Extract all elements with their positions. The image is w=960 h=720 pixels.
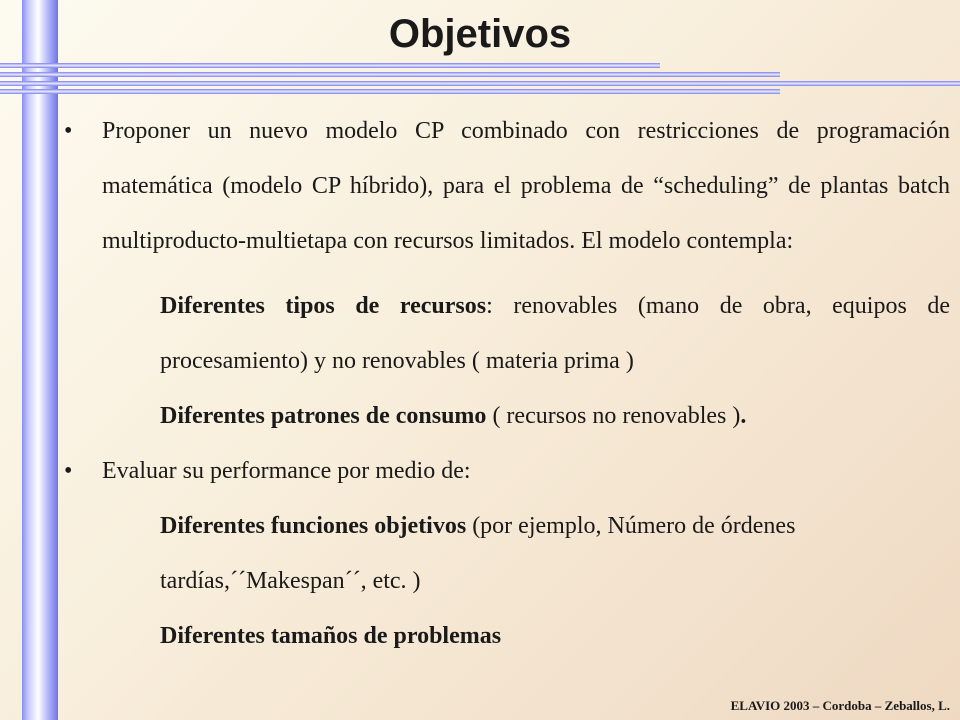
subitem-consumption-period: .	[740, 403, 747, 429]
subitem-consumption	[64, 389, 950, 444]
subitem-resources	[64, 279, 950, 389]
decorative-horizontal-bar-1	[0, 63, 660, 68]
subitem-consumption-bold: Diferentes patrones de consumo	[160, 403, 487, 429]
decorative-vertical-bar	[22, 0, 58, 720]
subitem-sizes-bold: Diferentes tamaños de problemas	[160, 623, 502, 649]
bullet-text-1: Proponer un nuevo modelo CP combinado con restricciones de programación matemática (modelo CP híbrido), para el problema de “scheduling” de plantas batch multiproducto-multietapa con recursos limitados. El modelo contempla:	[102, 118, 950, 254]
subitem-objectives-text: (por ejemplo, Número de órdenes tardías,´´Makespan´´, etc. )	[160, 513, 796, 594]
bullet-marker: •	[64, 458, 73, 484]
subitem-objectives	[64, 499, 950, 609]
bullet-item-2	[64, 444, 950, 499]
slide-content	[64, 104, 950, 664]
bullet-item-1	[64, 104, 950, 269]
decorative-horizontal-bar-2	[0, 72, 780, 77]
decorative-horizontal-bar-4	[0, 89, 780, 94]
subitem-resources-bold: Diferentes tipos de recursos	[160, 293, 487, 319]
bullet-text-2: Evaluar su performance por medio de:	[102, 458, 471, 484]
slide-footer: ELAVIO 2003 – Cordoba – Zeballos, L.	[730, 698, 950, 713]
subitem-resources-text: : renovables (mano de obra, equipos de procesamiento) y no renovables ( materia prima )	[160, 293, 951, 374]
slide-title: Objetivos	[388, 12, 572, 56]
subitem-sizes	[64, 609, 950, 664]
subitem-objectives-bold: Diferentes funciones objetivos	[160, 513, 467, 539]
bullet-marker: •	[64, 118, 73, 144]
subitem-consumption-text: ( recursos no renovables )	[486, 403, 741, 429]
decorative-horizontal-bar-3	[0, 81, 960, 86]
